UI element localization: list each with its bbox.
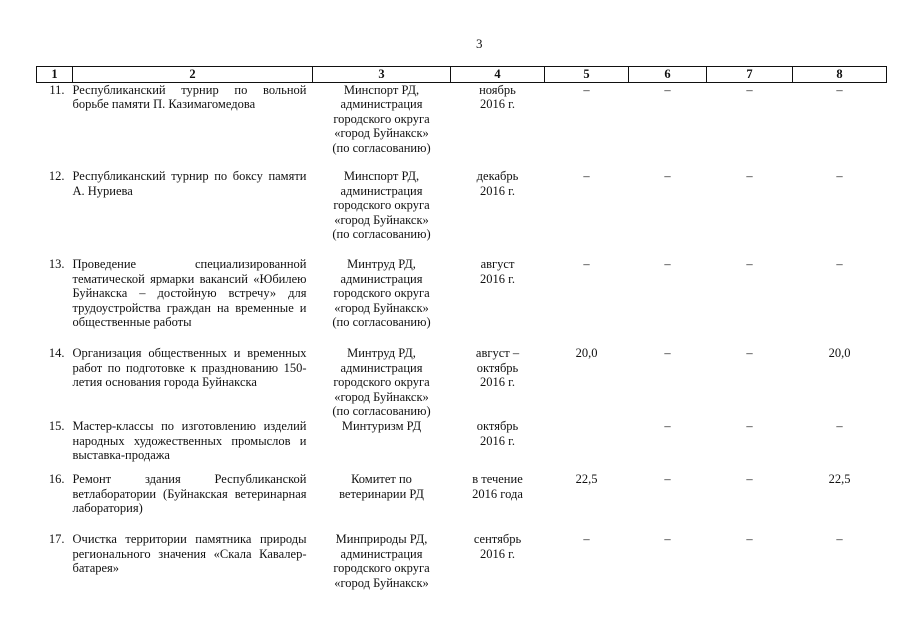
table-row (37, 82, 887, 169)
value-col6: – (664, 257, 671, 271)
value-col6: – (664, 169, 671, 183)
value-col5: – (583, 532, 590, 546)
value-col5: – (583, 82, 590, 97)
column-header: 6 (629, 67, 707, 83)
value-col6: – (664, 346, 671, 360)
executor: Минприроды РД, администрация городского округа «город Буйнакск» (333, 532, 430, 590)
value-col8: – (836, 532, 843, 546)
value-col8: 22,5 (828, 472, 851, 486)
event-name: Республиканский турнир по боксу памяти А. Нуриева (72, 169, 307, 198)
table-row (37, 419, 887, 472)
value-col8: 20,0 (828, 346, 851, 360)
table-row (37, 532, 887, 602)
value-col7: – (746, 472, 753, 486)
value-col7: – (746, 419, 753, 433)
deadline: август 2016 г. (480, 257, 515, 286)
row-number: 16. (48, 472, 65, 486)
value-col8: – (836, 82, 843, 97)
value-col8: – (836, 169, 843, 183)
value-col8: – (836, 419, 843, 433)
value-col6: – (664, 82, 671, 97)
column-header: 8 (793, 67, 887, 83)
value-col7: – (746, 169, 753, 183)
table-row (37, 346, 887, 419)
value-col5: – (583, 169, 590, 183)
executor: Минтруд РД, администрация городского округа «город Буйнакск» (по согласованию) (332, 257, 431, 329)
value-col6: – (664, 419, 671, 433)
value-col7: – (746, 82, 753, 97)
executor: Минтруд РД, администрация городского округа «город Буйнакск» (по согласованию) (332, 346, 431, 418)
event-name: Ремонт здания Республиканской ветлаборатории (Буйнакская ветеринарная лаборатория) (72, 472, 307, 515)
table-row (37, 257, 887, 346)
executor: Комитет по ветеринарии РД (339, 472, 424, 501)
event-name: Проведение специализированной тематической ярмарки вакансий «Юбилею Буйнакска – достойную встречу» для трудоустройства граждан на временные и общественные работы (72, 257, 307, 329)
deadline: август – октябрь 2016 г. (475, 346, 520, 389)
deadline: ноябрь 2016 г. (479, 82, 516, 111)
executor: Минтуризм РД (341, 419, 422, 433)
event-name: Очистка территории памятника природы регионального значения «Скала Кавалер-батарея» (72, 532, 307, 575)
column-number-row (37, 67, 887, 83)
row-number: 12. (48, 169, 65, 183)
value-col5 (545, 419, 629, 472)
event-name: Мастер-классы по изготовлению изделий народных художественных промыслов и выставка-продажа (72, 419, 307, 462)
value-col7: – (746, 257, 753, 271)
column-header: 3 (313, 67, 451, 83)
deadline: декабрь 2016 г. (476, 169, 519, 198)
executor: Минспорт РД, администрация городского округа «город Буйнакск» (по согласованию) (332, 82, 431, 155)
plan-table (36, 66, 887, 602)
value-col7: – (746, 346, 753, 360)
event-name: Республиканский турнир по вольной борьбе памяти П. Казимагомедова (72, 82, 307, 111)
column-header: 5 (545, 67, 629, 83)
value-col8: – (836, 257, 843, 271)
column-header: 2 (73, 67, 313, 83)
value-col5: 20,0 (575, 346, 598, 360)
value-col7: – (746, 532, 753, 546)
column-header: 7 (707, 67, 793, 83)
event-name: Организация общественных и временных работ по подготовке к празднованию 150-летия основания города Буйнакска (72, 346, 307, 389)
table-row (37, 169, 887, 257)
deadline: октябрь 2016 г. (476, 419, 519, 448)
table-row (37, 472, 887, 532)
row-number: 13. (48, 257, 65, 271)
deadline: в течение 2016 года (472, 472, 523, 501)
value-col6: – (664, 532, 671, 546)
row-number: 15. (48, 419, 65, 433)
executor: Минспорт РД, администрация городского округа «город Буйнакск» (по согласованию) (332, 169, 431, 241)
page-number: 3 (476, 36, 483, 51)
value-col5: 22,5 (575, 472, 598, 486)
column-header: 1 (37, 67, 73, 83)
value-col6: – (664, 472, 671, 486)
deadline: сентябрь 2016 г. (473, 532, 522, 561)
row-number: 14. (48, 346, 65, 360)
value-col5: – (583, 257, 590, 271)
column-header: 4 (451, 67, 545, 83)
row-number: 17. (48, 532, 65, 546)
row-number: 11. (49, 82, 65, 97)
